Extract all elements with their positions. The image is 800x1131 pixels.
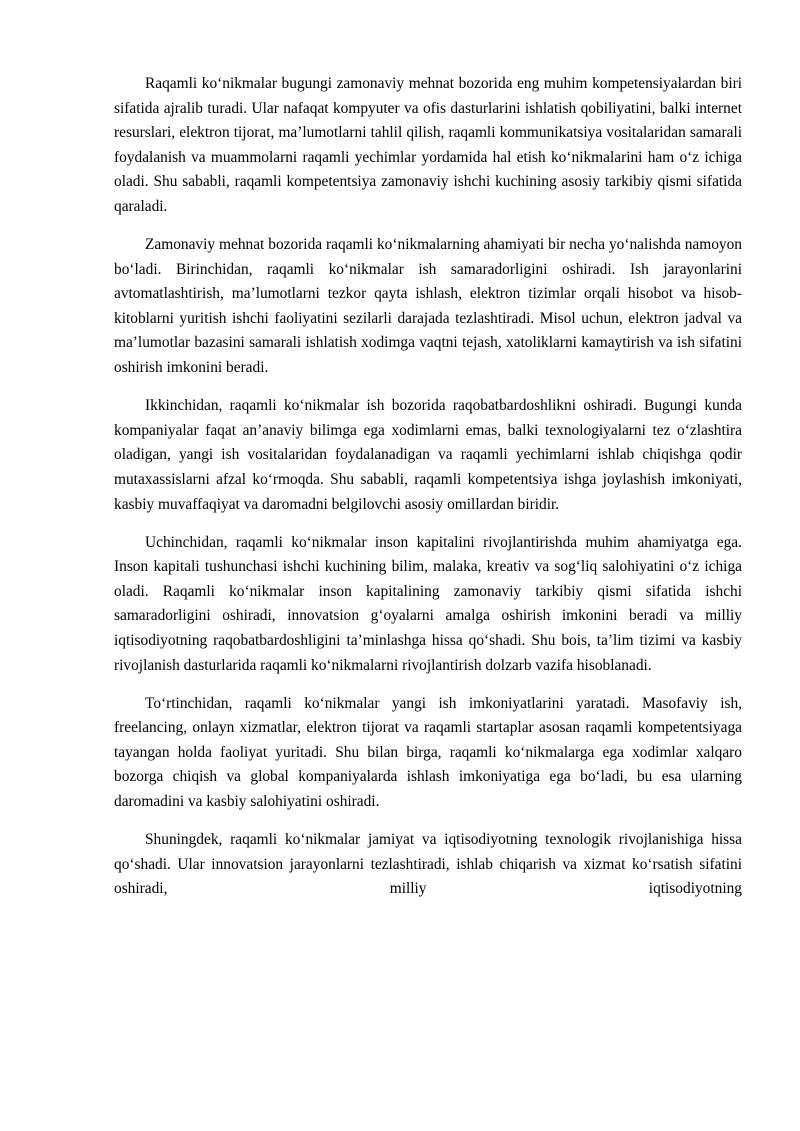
document-page (114, 72, 742, 915)
paragraph-3: Ikkinchidan, raqamli ko‘nikmalar ish bozorida raqobatbardoshlikni oshiradi. Bugungi kunda kompaniyalar faqat an’anaviy bilimga ega xodimlarni emas, balki texnologiyalarni tez o‘zlashtira oladigan, yangi ish vositalaridan foydalanadigan va raqamli yechimlarni ishlab chiqishga qodir mutaxassislarni afzal ko‘rmoqda. Shu sababli, raqamli kompetentsiya ishga joylashish imkoniyati, kasbiy muvaffaqiyat va daromadni belgilovchi asosiy omillardan biridir. (114, 397, 742, 513)
paragraph-1: Raqamli ko‘nikmalar bugungi zamonaviy mehnat bozorida eng muhim kompetensiyalardan biri sifatida ajralib turadi. Ular nafaqat kompyuter va ofis dasturlarini ishlatish qobiliyatini, balki internet resurslari, elektron tijorat, ma’lumotlarni tahlil qilish, raqamli kommunikatsiya vositalaridan samarali foydalanish va muammolarni raqamli yechimlar yordamida hal etish ko‘nikmalarini ham o‘z ichiga oladi. Shu sababli, raqamli kompetentsiya zamonaviy ishchi kuchining asosiy tarkibiy qismi sifatida qaraladi. (114, 75, 742, 215)
paragraph-4: Uchinchidan, raqamli ko‘nikmalar inson kapitalini rivojlantirishda muhim ahamiyatga ega. Inson kapitali tushunchasi ishchi kuchining bilim, malaka, kreativ va sog‘liq salohiyatini o‘z ichiga oladi. Raqamli ko‘nikmalar inson kapitalining zamonaviy tarkibiy qismi sifatida ishchi samaradorligini oshiradi, innovatsion g‘oyalarni amalga oshirish imkonini beradi va milliy iqtisodiyotning raqobatbardoshligini ta’minlashga hissa qo‘shadi. Shu bois, ta’lim tizimi va kasbiy rivojlanish dasturlarida raqamli ko‘nikmalarni rivojlantirish dolzarb vazifa hisoblanadi. (114, 533, 742, 674)
paragraph-2: Zamonaviy mehnat bozorida raqamli ko‘nikmalarning ahamiyati bir necha yo‘nalishda namoyon bo‘ladi. Birinchidan, raqamli ko‘nikmalar ish samaradorligini oshiradi. Ish jarayonlarini avtomatlashtirish, ma’lumotlarni tezkor qayta ishlash, elektron tizimlar orqali hisobot va hisob-kitoblarni yuritish ishchi faoliyatini sezilarli darajada tezlashtiradi. Misol uchun, elektron jadval va ma’lumotlar bazasini samarali ishlatish xodimga vaqtni tejash, xatoliklarni kamaytirish va ish sifatini oshirish imkonini beradi. (114, 236, 742, 377)
paragraph-5: To‘rtinchidan, raqamli ko‘nikmalar yangi ish imkoniyatlarini yaratadi. Masofaviy ish, freelancing, onlayn xizmatlar, elektron tijorat va raqamli startaplar asosan raqamli kompetentsiyaga tayangan holda faoliyat yuritadi. Shu bilan birga, raqamli ko‘nikmalarga ega xodimlar xalqaro bozorga chiqish va global kompaniyalarda ishlash imkoniyatiga ega bo‘ladi, bu esa ularning daromadini va kasbiy salohiyatini oshiradi. (114, 694, 742, 811)
paragraph-6: Shuningdek, raqamli ko‘nikmalar jamiyat va iqtisodiyotning texnologik rivojlanishiga hissa qo‘shadi. Ular innovatsion jarayonlarni tezlashtiradi, ishlab chiqarish va xizmat ko‘rsatish sifatini oshiradi, milliy iqtisodiyotning (114, 831, 742, 898)
